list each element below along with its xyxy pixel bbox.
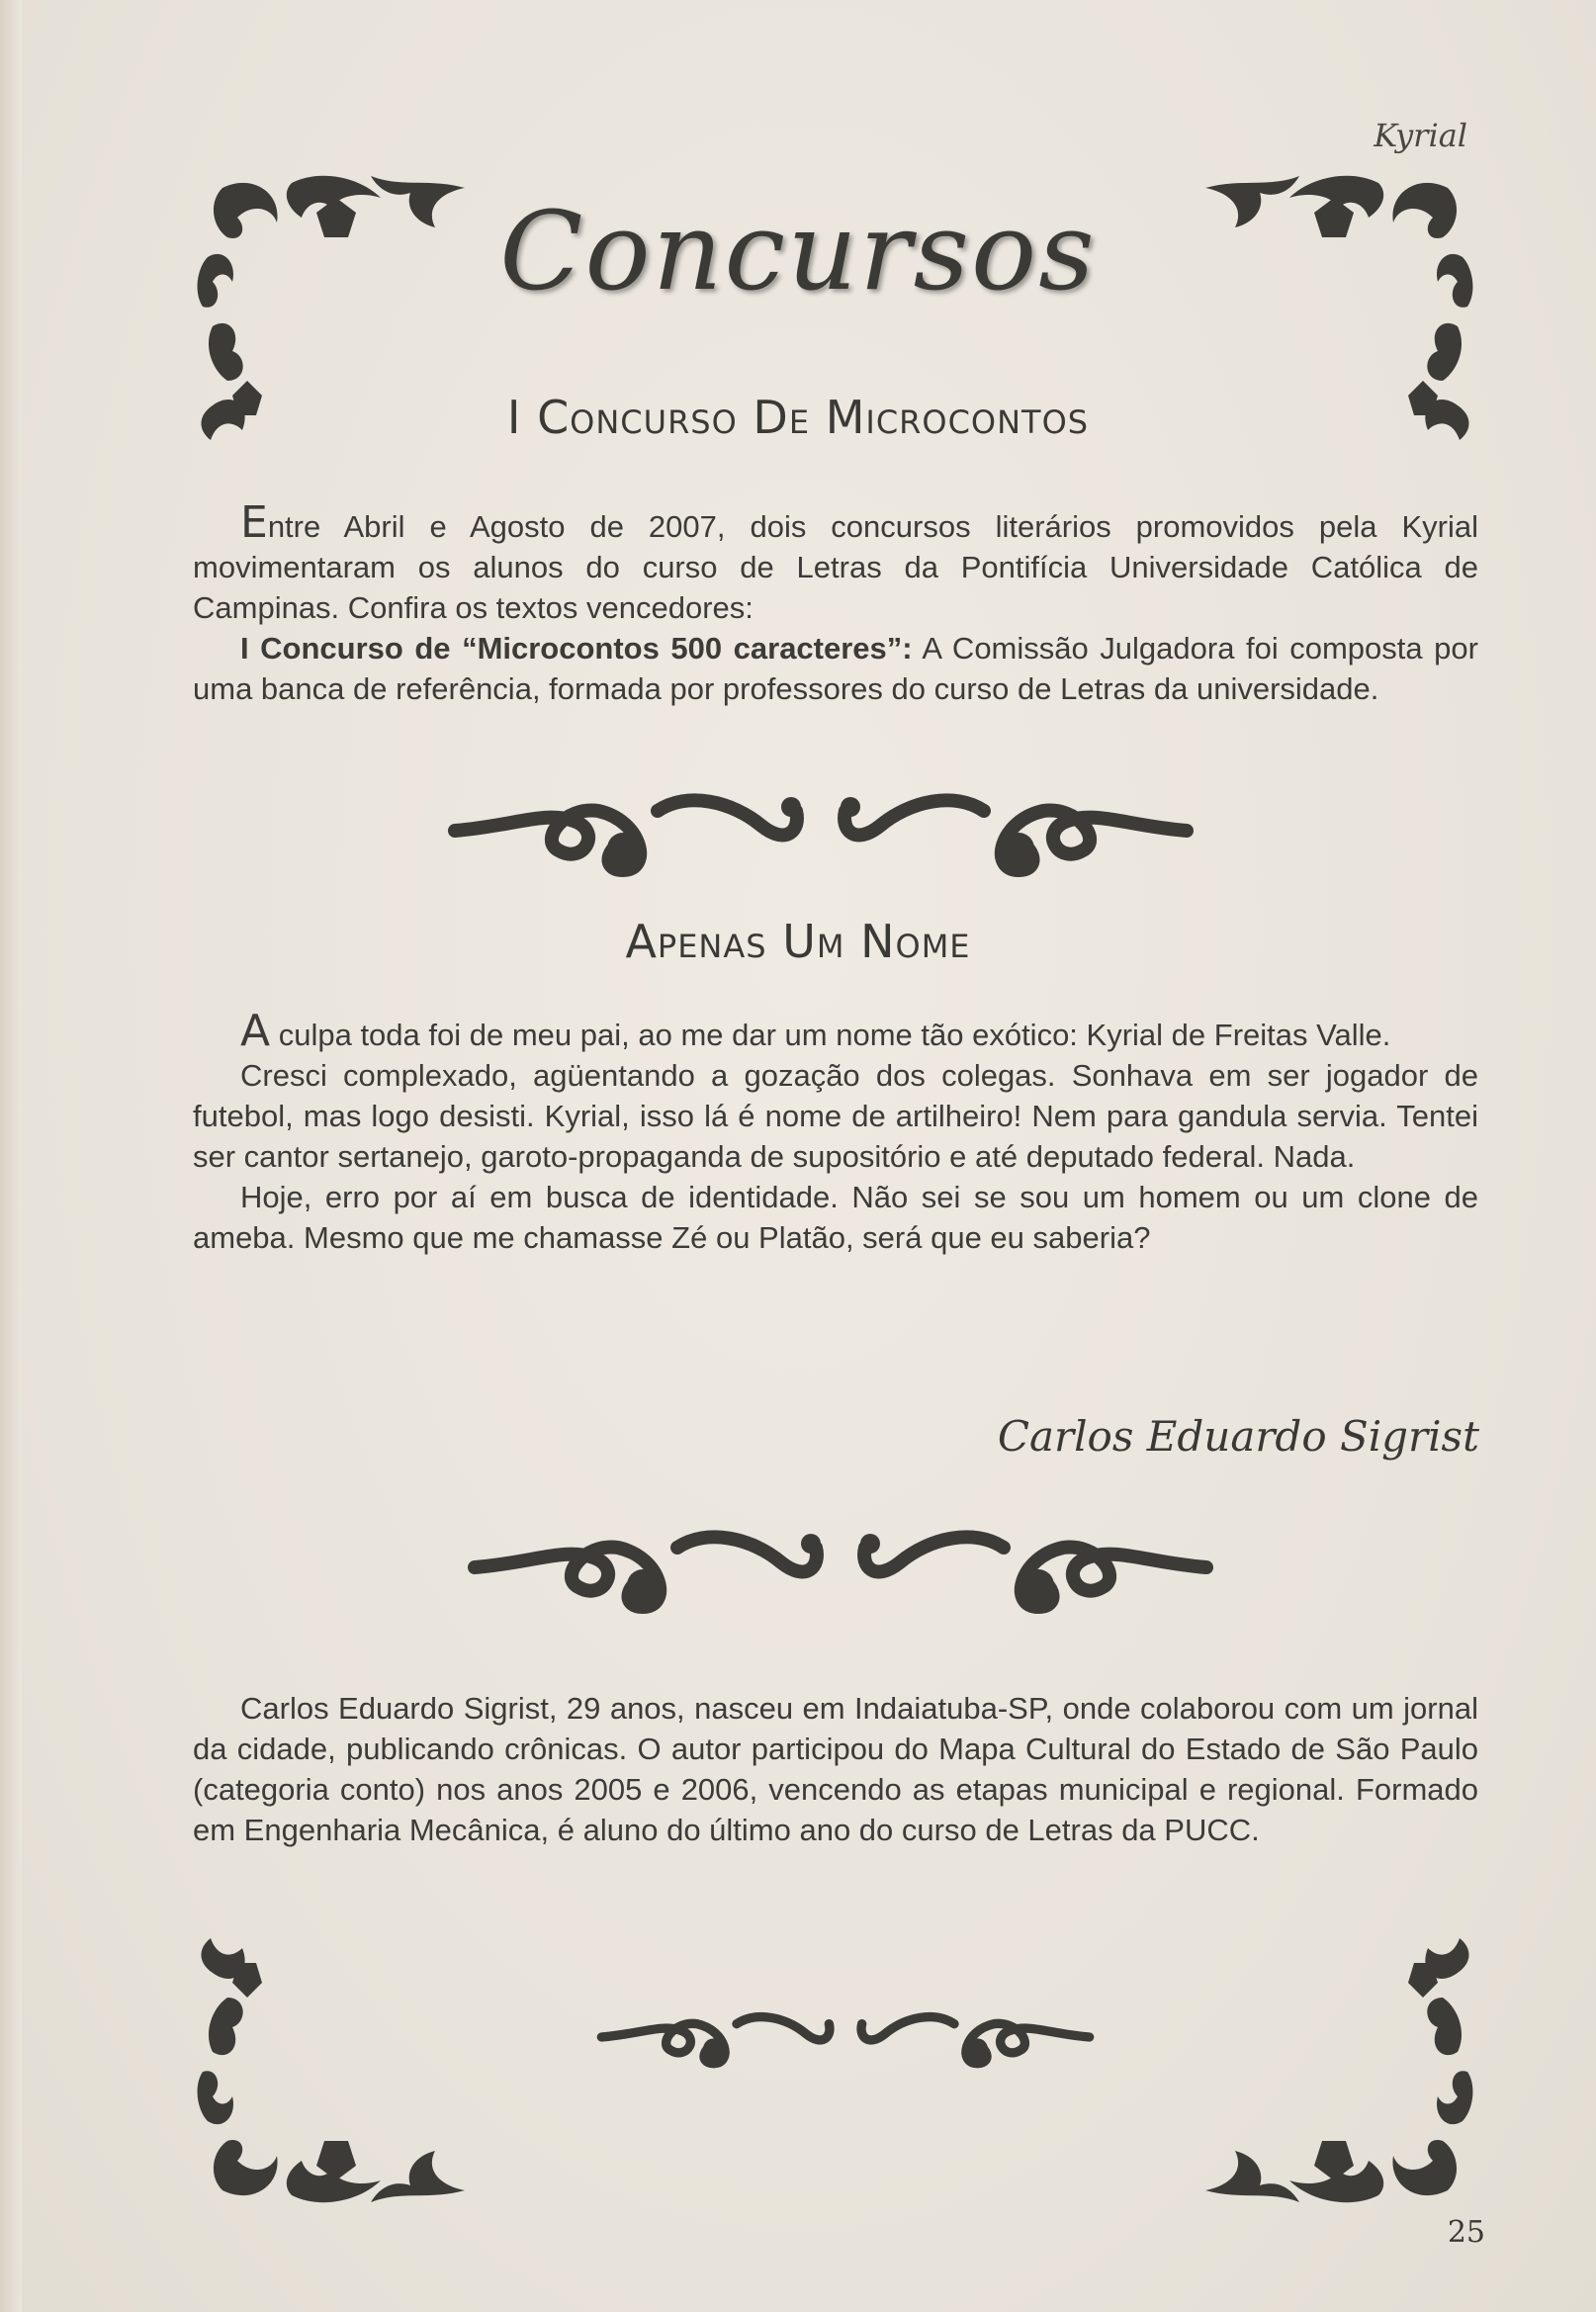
story-text — [193, 1006, 1478, 1258]
contest-label: I Concurso de “Microcontos 500 caracteres”: — [240, 631, 913, 666]
floral-corner-ornament-icon — [193, 1923, 480, 2210]
floral-corner-ornament-icon — [1191, 1923, 1477, 2210]
binding-shadow — [0, 0, 22, 2312]
page-number: 25 — [1447, 2215, 1485, 2250]
story-dropcap: A — [240, 1006, 271, 1056]
story-paragraph-3: Hoje, erro por aí em busca de identidade. Não sei se sou um homem ou um clone de ameba. Mesmo que me chamasse Zé ou Platão, será que eu saberia? — [193, 1180, 1478, 1255]
header-brand: Kyrial — [1374, 117, 1467, 154]
author-signature: Carlos Eduardo Sigrist — [997, 1412, 1479, 1461]
section-title: Concursos — [499, 188, 1097, 314]
author-bio — [193, 1688, 1478, 1850]
scroll-divider-ornament-icon — [578, 1998, 1112, 2077]
scroll-divider-ornament-icon — [455, 1508, 1226, 1627]
scroll-divider-ornament-icon — [435, 771, 1206, 890]
author-bio-text: Carlos Eduardo Sigrist, 29 anos, nasceu em Indaiatuba-SP, onde colaborou com um jornal da cidade, publicando crônicas. O autor participou do Mapa Cultural do Estado de São Paulo (categoria conto) nos anos 2005 e 2006, vencendo as etapas municipal e regional. Formado em Engenharia Mecânica, é aluno do último ano do curso de Letras da PUCC. — [193, 1691, 1478, 1847]
contest-description: A Comissão Julgadora foi composta por uma banca de referência, formada por professores do curso de Letras da universidade. — [193, 631, 1478, 706]
story-title: Apenas Um Nome — [625, 915, 971, 968]
contest-title: I Concurso De Microcontos — [506, 391, 1090, 444]
intro-paragraph: ntre Abril e Agosto de 2007, dois concursos literários promovidos pela Kyrial movimentaram os alunos do curso de Letras da Pontifícia Universidade Católica de Campinas. Confira os textos vencedores: — [193, 509, 1478, 625]
intro-text — [193, 497, 1478, 709]
intro-dropcap: E — [240, 497, 268, 548]
story-paragraph-1: culpa toda foi de meu pai, ao me dar um nome tão exótico: Kyrial de Freitas Valle. — [270, 1018, 1391, 1052]
story-paragraph-2: Cresci complexado, agüentando a gozação dos colegas. Sonhava em ser jogador de futebol, mas logo desisti. Kyrial, isso lá é nome de artilheiro! Nem para gandula servia. Tentei ser cantor sertanejo, garoto-propaganda de supositório e até deputado federal. Nada. — [193, 1058, 1478, 1174]
